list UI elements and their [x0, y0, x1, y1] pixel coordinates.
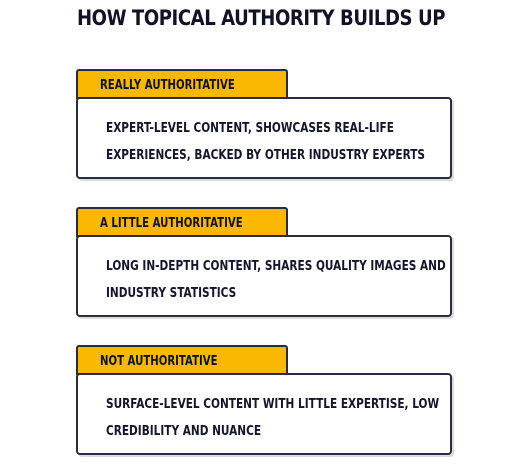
- level-label: REALLY AUTHORITATIVE: [100, 78, 235, 93]
- description-line: LONG IN-DEPTH CONTENT, SHARES QUALITY IMAGES AND: [106, 258, 446, 274]
- description-line: SURFACE-LEVEL CONTENT WITH LITTLE EXPERTISE, LOW: [106, 396, 440, 412]
- level-tab: [76, 207, 288, 237]
- description-line: EXPERT-LEVEL CONTENT, SHOWCASES REAL-LIFE: [106, 120, 394, 136]
- level-description: [106, 391, 440, 445]
- diagram-title: HOW TOPICAL AUTHORITY BUILDS UP: [76, 6, 446, 30]
- description-line: EXPERIENCES, BACKED BY OTHER INDUSTRY EXPERTS: [106, 147, 425, 163]
- level-description: [106, 115, 425, 169]
- level-description-box: [76, 373, 452, 455]
- level-label: NOT AUTHORITATIVE: [100, 354, 218, 369]
- level-description-box: [76, 235, 452, 317]
- level-tab: [76, 345, 288, 375]
- level-description-box: [76, 97, 452, 179]
- level-description: [106, 253, 446, 307]
- level-tab: [76, 69, 288, 99]
- description-line: CREDIBILITY AND NUANCE: [106, 423, 262, 439]
- level-label: A LITTLE AUTHORITATIVE: [100, 216, 243, 231]
- description-line: INDUSTRY STATISTICS: [106, 285, 237, 301]
